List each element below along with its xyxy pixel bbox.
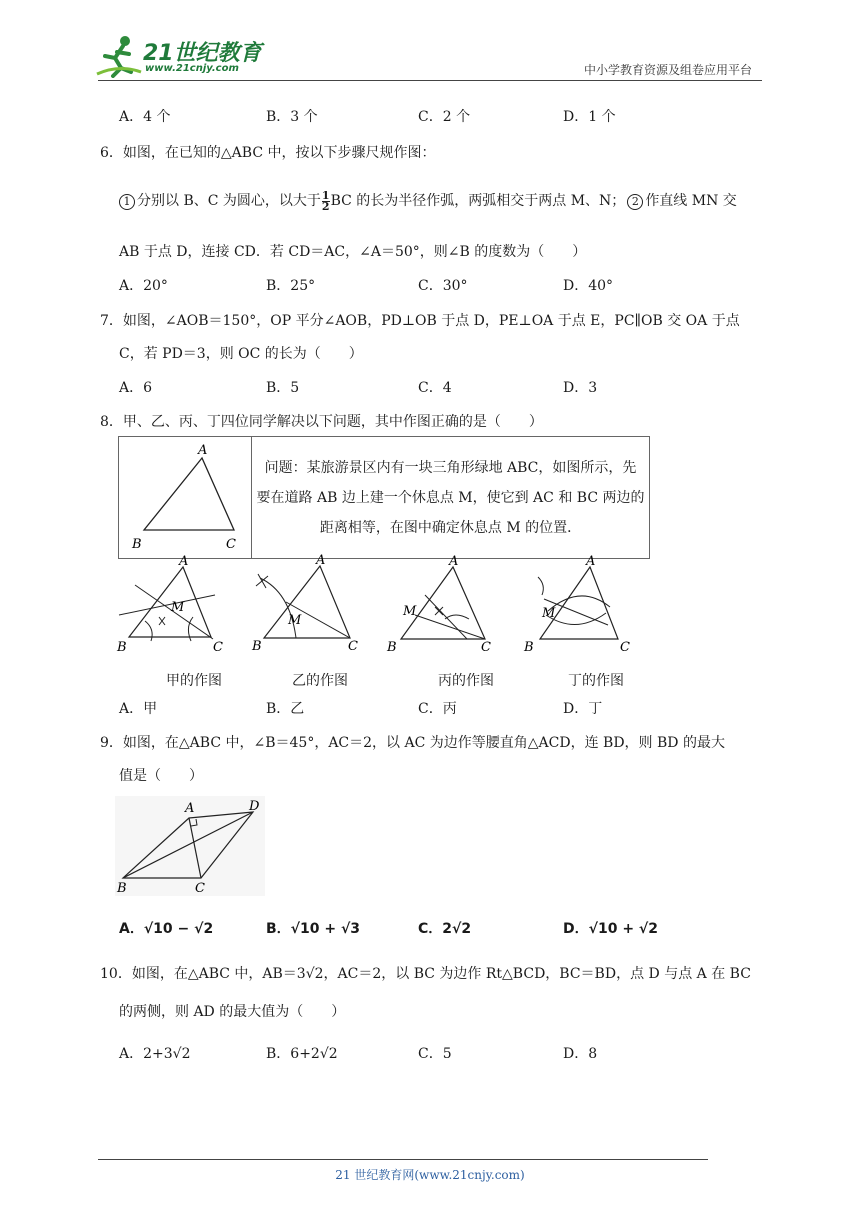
q8-problem-table	[118, 436, 650, 559]
label-a: A	[198, 443, 208, 458]
header-right-text: 中小学教育资源及组卷应用平台	[584, 63, 753, 77]
q6-option-a: A．20°	[119, 278, 168, 294]
q8-line1: 8．甲、乙、丙、丁四位同学解决以下问题，其中作图正确的是（ ）	[100, 414, 543, 430]
svg-text:M: M	[171, 600, 185, 615]
svg-text:A: A	[185, 801, 195, 816]
svg-text:A: A	[179, 555, 189, 569]
construction-figure-ding	[520, 555, 635, 655]
q8-problem-text: 问题：某旅游景区内有一块三角形绿地 ABC，如图所示，先 要在道路 AB 边上建一个休息点 M，使它到 AC 和 BC 两边的 距离相等，在图中确定休息点 M 的位置．	[252, 437, 650, 559]
q8-option-b: B．乙	[266, 701, 305, 717]
step-2-marker: 2	[627, 194, 643, 210]
svg-text:B: B	[387, 640, 397, 655]
svg-text:B: B	[252, 639, 262, 652]
svg-text:C: C	[195, 881, 205, 896]
q6-option-d: D．40°	[563, 278, 614, 294]
footer-rule	[98, 1159, 708, 1160]
caption-ding: 丁的作图	[568, 673, 624, 689]
q10-line2: 的两侧，则 AD 的最大值为（ ）	[119, 1004, 346, 1020]
q9-option-c: C．2√2	[418, 921, 472, 937]
caption-bing: 丙的作图	[438, 673, 494, 689]
q9-line2: 值是（ ）	[119, 768, 203, 784]
q8-figure-cell	[119, 437, 252, 559]
header-rule	[98, 80, 762, 81]
q6-option-b: B．25°	[266, 278, 316, 294]
q8-option-c: C．丙	[418, 701, 457, 717]
q9-option-b: B．√10 + √3	[266, 921, 361, 937]
svg-text:M: M	[542, 606, 556, 621]
q9-figure	[115, 796, 265, 896]
q7-line2: C，若 PD＝3，则 OC 的长为（ ）	[119, 346, 363, 362]
triangle-abc-figure	[120, 438, 250, 553]
label-b: B	[132, 537, 142, 552]
q5-option-c: C．2 个	[418, 109, 471, 125]
svg-text:C: C	[481, 640, 491, 655]
q10-option-a: A．2+3√2	[119, 1046, 191, 1062]
q6-line3: AB 于点 D，连接 CD．若 CD＝AC，∠A＝50°，则∠B 的度数为（ ）	[119, 244, 587, 260]
q8-option-d: D．丁	[563, 701, 603, 717]
q5-option-b: B．3 个	[266, 109, 318, 125]
svg-text:M: M	[288, 613, 302, 628]
svg-text:M: M	[403, 604, 417, 619]
q10-line1: 10．如图，在△ABC 中，AB＝3√2，AC＝2，以 BC 为边作 Rt△BCD，BC＝BD，点 D 与点 A 在 BC	[100, 966, 751, 982]
fraction-half: $\frac{1}{2}$	[321, 188, 330, 213]
footer-text[interactable]: 21 世纪教育网(www.21cnjy.com)	[335, 1168, 525, 1182]
q9-line1: 9．如图，在△ABC 中，∠B＝45°，AC＝2，以 AC 为边作等腰直角△ACD，连 BD，则 BD 的最大	[100, 735, 725, 751]
q10-option-b: B．6+2√2	[266, 1046, 338, 1062]
q6-option-c: C．30°	[418, 278, 468, 294]
construction-figure-yi	[250, 552, 365, 652]
q5-option-d: D．1 个	[563, 109, 616, 125]
q6-step1a: 分别以 B、C 为圆心，以大于	[137, 193, 321, 209]
q10-option-d: D．8	[563, 1046, 598, 1062]
logo-text: 21世纪教育	[143, 41, 262, 66]
q5-option-a: A．4 个	[119, 109, 171, 125]
q6-line1: 6．如图，在已知的△ABC 中，按以下步骤尺规作图：	[100, 145, 436, 161]
runner-logo-icon	[95, 34, 143, 78]
svg-text:B: B	[524, 640, 534, 655]
svg-text:D: D	[249, 799, 260, 814]
q10-option-c: C．5	[418, 1046, 452, 1062]
svg-text:C: C	[620, 640, 630, 655]
q7-option-a: A．6	[119, 380, 153, 396]
caption-jia: 甲的作图	[166, 673, 222, 689]
construction-figure-bing	[385, 555, 500, 655]
q6-step2: 作直线 MN 交	[645, 193, 737, 209]
svg-text:B: B	[117, 640, 127, 655]
q8-option-a: A．甲	[119, 701, 158, 717]
q7-option-b: B．5	[266, 380, 300, 396]
label-c: C	[226, 537, 236, 552]
q6-line2	[119, 190, 737, 212]
q9-option-a: A．√10 − √2	[119, 921, 214, 937]
svg-text:C: C	[213, 640, 223, 655]
q7-option-d: D．3	[563, 380, 598, 396]
svg-text:A: A	[586, 555, 596, 569]
q7-line1: 7．如图，∠AOB＝150°，OP 平分∠AOB，PD⊥OB 于点 D，PE⊥OA 于点 E，PC∥OB 交 OA 于点	[100, 313, 740, 329]
logo-url: www.21cnjy.com	[145, 63, 239, 74]
header-logo	[95, 34, 265, 78]
construction-figure-jia	[115, 555, 225, 655]
svg-text:A: A	[449, 555, 459, 569]
svg-text:C: C	[348, 639, 358, 652]
q9-option-d: D．√10 + √2	[563, 921, 658, 937]
svg-text:A: A	[316, 553, 326, 568]
q7-option-c: C．4	[418, 380, 452, 396]
q6-step1b: BC 的长为半径作弧，两弧相交于两点 M、N；	[330, 193, 626, 209]
svg-text:B: B	[117, 881, 127, 896]
caption-yi: 乙的作图	[292, 673, 348, 689]
step-1-marker: 1	[119, 194, 135, 210]
